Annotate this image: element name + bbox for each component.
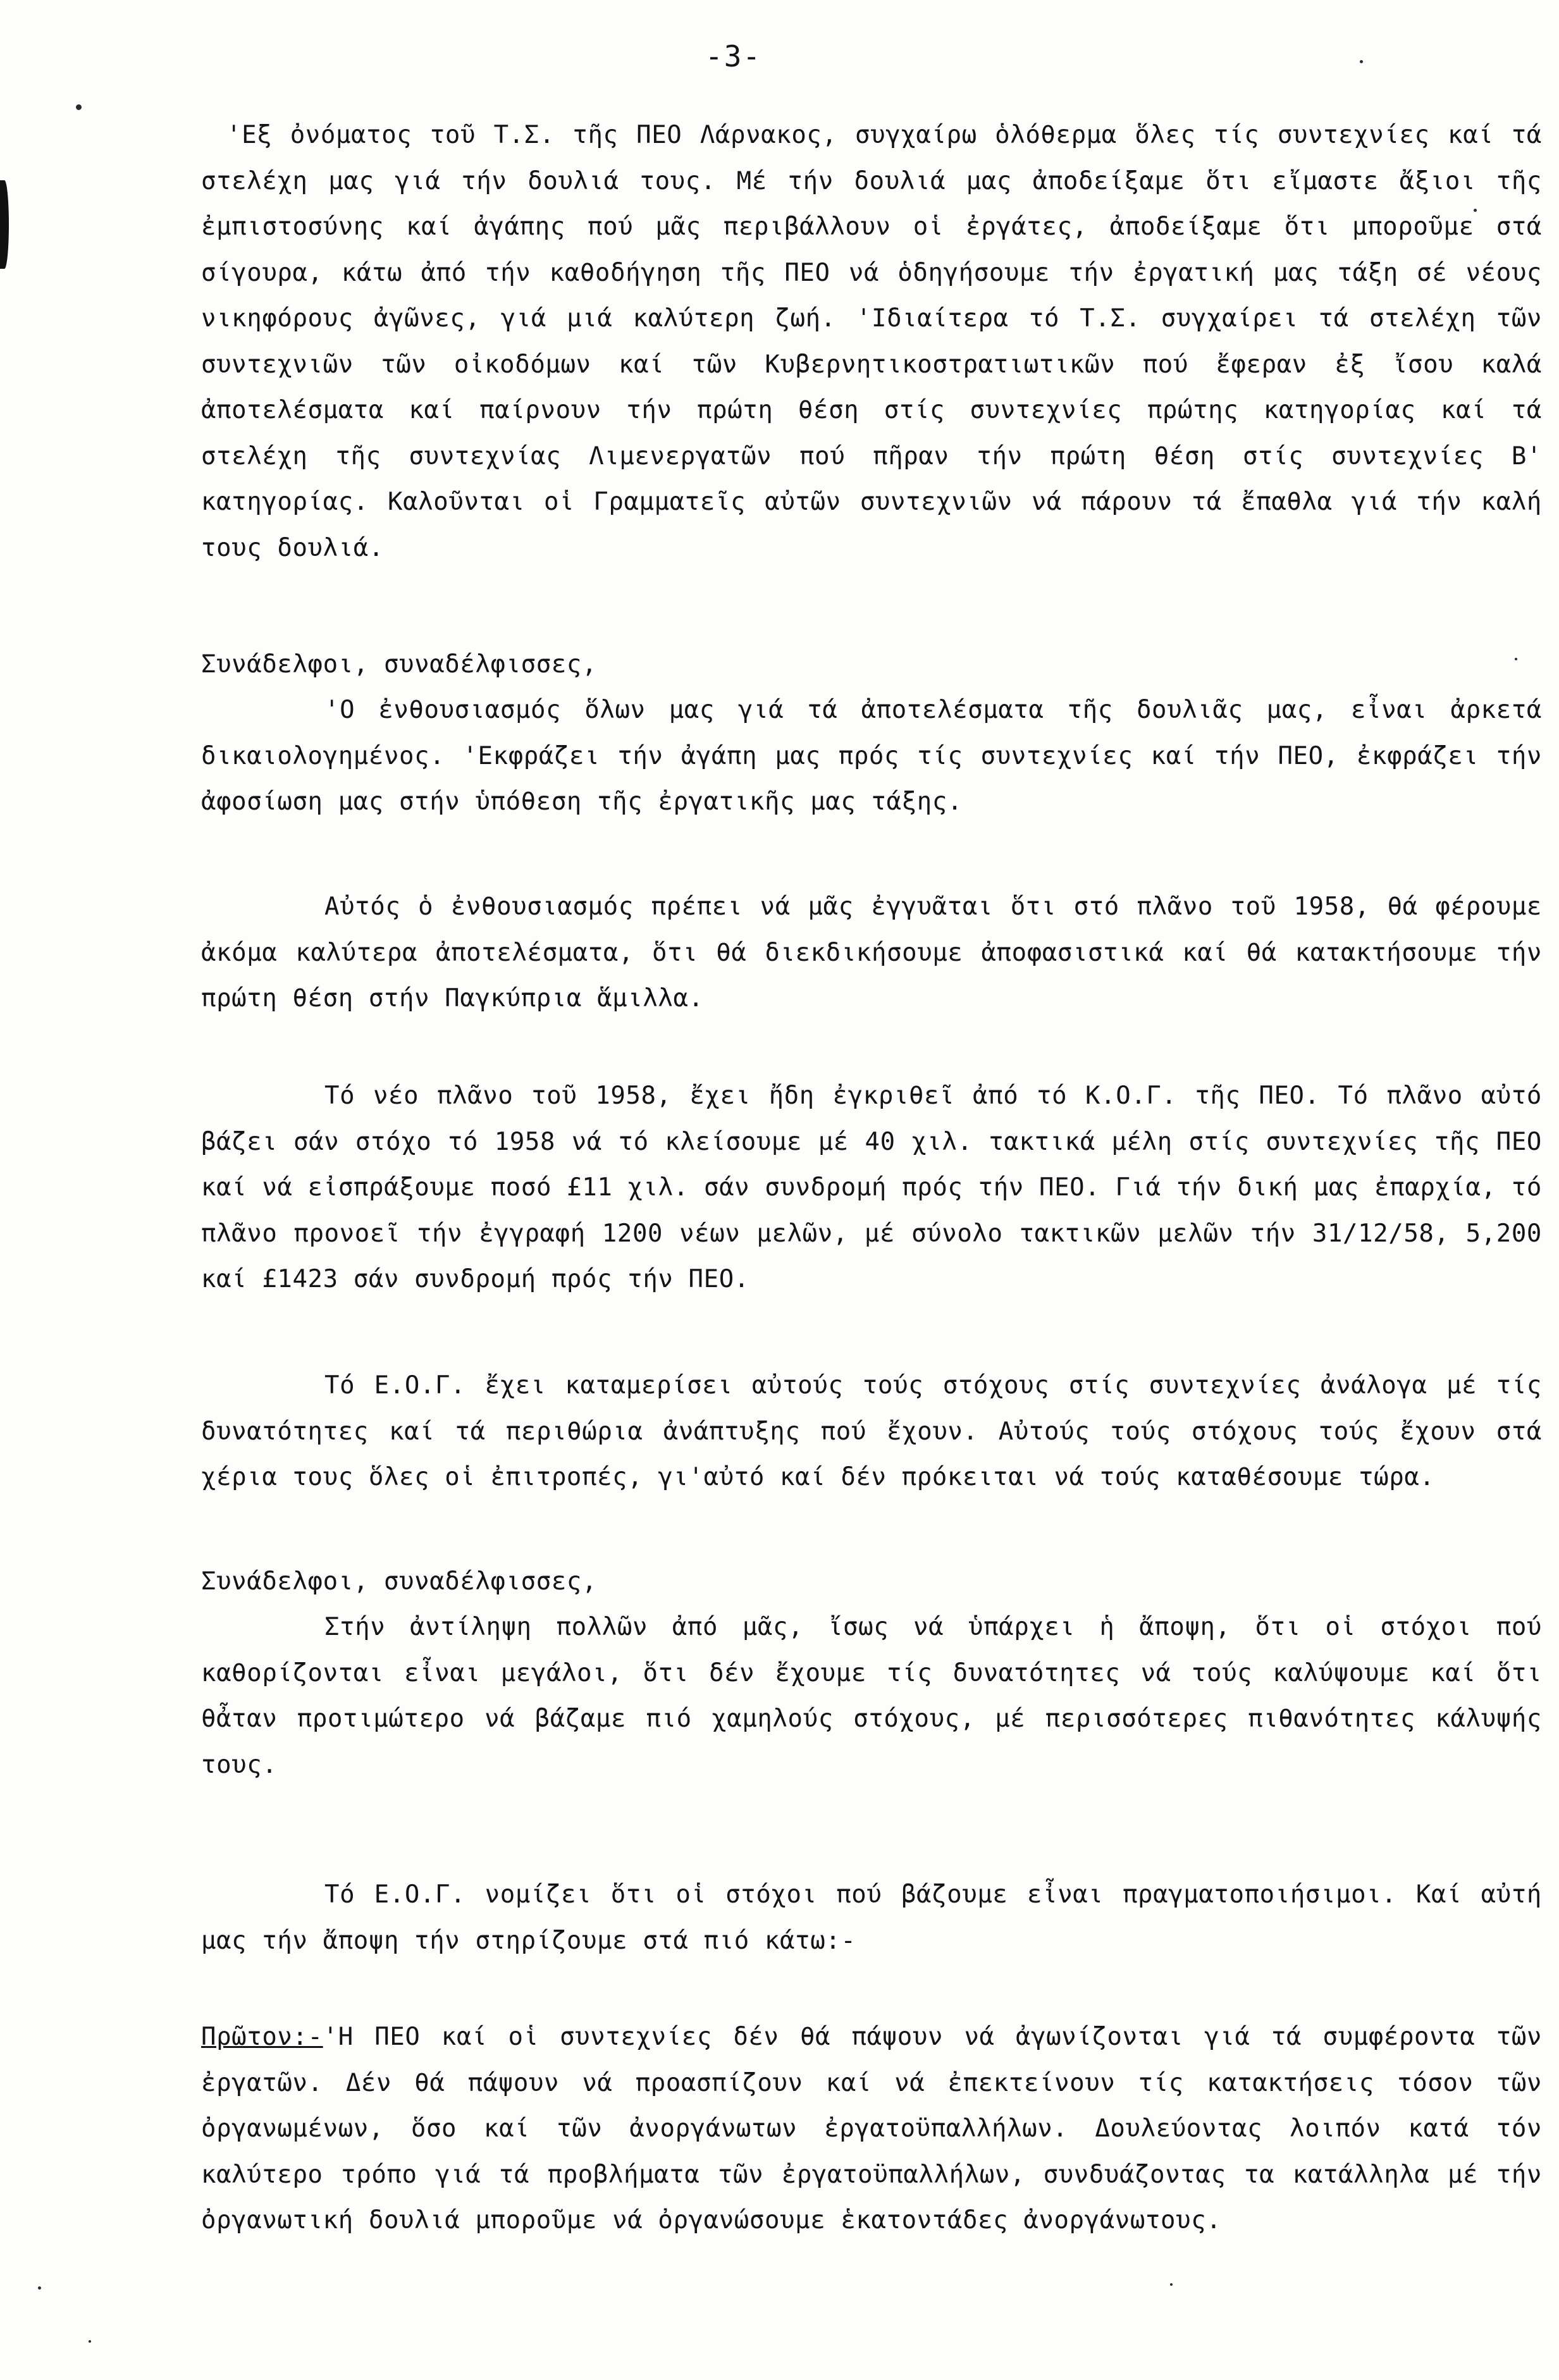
point-label: Πρῶτον:- [201,2023,323,2051]
paragraph-text: Τό νέο πλᾶνο τοῦ 1958, ἔχει ἤδη ἐγκριθεῖ ἀπό τό Κ.Ο.Γ. τῆς ΠΕΟ. Τό πλᾶνο αὐτό βάζει σάν στόχο τό 1958 νά τό κλείσουμε μέ 40 χιλ. τακτικά μέλη στίς συντεχνίες τῆς ΠΕΟ καί νά εἰσπράξουμε ποσό £11 χιλ. σάν συνδρομή πρός τήν ΠΕΟ. Γιά τήν δική μας ἐπαρχία, τό πλᾶνο προνοεῖ τήν ἐγγραφή 1200 νέων μελῶν, μέ σύνολο τακτικῶν μελῶν τήν 31/12/58, 5,200 καί £1423 σάν συνδρομή πρός τήν ΠΕΟ. [201,1082,1542,1293]
paragraph-perception [201,1605,1542,1788]
paragraph-enthusiasm [201,687,1542,825]
paragraph-new-plan [201,1073,1542,1303]
paragraph-congratulations [201,113,1542,571]
paragraph-first-point [201,2014,1542,2244]
paragraph-text: Στήν ἀντίληψη πολλῶν ἀπό μᾶς, ἴσως νά ὑπάρχει ἡ ἄποψη, ὅτι οἱ στόχοι πού καθορίζονται εἶναι μεγάλοι, ὅτι δέν ἔχουμε τίς δυνατότητες νά τούς καλύψουμε καί ὅτι θἆταν προτιμώτερο νά βάζαμε πιό χαμηλούς στόχους, μέ περισσότερες πιθανότητες κάλυψής τους. [201,1613,1542,1779]
scan-speck [76,104,82,110]
paragraph-text: 'Ο ἐνθουσιασμός ὅλων μας γιά τά ἀποτελέσματα τῆς δουλιᾶς μας, εἶναι ἀρκετά δικαιολογημένος. 'Εκφράζει τήν ἀγάπη μας πρός τίς συντεχνίες καί τήν ΠΕΟ, ἐκφράζει τήν ἀφοσίωση μας στήν ὑπόθεση τῆς ἐργατικῆς μας τάξης. [201,696,1542,816]
page-number: -3- [705,39,762,73]
scan-speck [1170,2283,1173,2286]
salutation-1 [201,642,1542,688]
binding-mark [0,180,9,269]
paragraph-text: Αὐτός ὁ ἐνθουσιασμός πρέπει νά μᾶς ἐγγυᾶται ὅτι στό πλᾶνο τοῦ 1958, θά φέρουμε ἀκόμα καλύτερα ἀποτελέσματα, ὅτι θά διεκδικήσουμε ἀποφασιστικά καί θά κατακτήσουμε τήν πρώτη θέση στήν Παγκύπρια ἅμιλλα. [201,892,1542,1013]
paragraph-text: Τό Ε.Ο.Γ. ἔχει καταμερίσει αὐτούς τούς στόχους στίς συντεχνίες ἀνάλογα μέ τίς δυνατότητες καί τά περιθώρια ἀνάπτυξης πού ἔχουν. Αὐτούς τούς στόχους τούς ἔχουν στά χέρια τους ὅλες οἱ ἐπιτροπές, γι'αὐτό καί δέν πρόκειται νά τούς καταθέσουμε τώρα. [201,1371,1542,1491]
scan-speck [89,2340,91,2343]
salutation-text: Συνάδελφοι, συναδέλφισσες, [201,650,598,679]
salutation-text: Συνάδελφοι, συναδέλφισσες, [201,1567,598,1596]
scan-speck [38,2286,41,2290]
scan-speck [1360,60,1363,63]
paragraph-text: 'Εξ ὀνόματος τοῦ Τ.Σ. τῆς ΠΕΟ Λάρνακος, συγχαίρω ὁλόθερμα ὅλες τίς συντεχνίες καί τά στελέχη μας γιά τήν δουλιά τους. Μέ τήν δουλιά μας ἀποδείξαμε ὅτι εἴμαστε ἄξιοι τῆς ἐμπιστοσύνης καί ἀγάπης πού μᾶς περιβάλλουν οἱ ἐργάτες, ἀποδείξαμε ὅτι μποροῦμε στά σίγουρα, κάτω ἀπό τήν καθοδήγηση τῆς ΠΕΟ νά ὁδηγήσουμε τήν ἐργατική μας τάξη σέ νέους νικηφόρους ἀγῶνες, γιά μιά καλύτερη ζωή. 'Ιδιαίτερα τό Τ.Σ. συγχαίρει τά στελέχη τῶν συντεχνιῶν τῶν οἰκοδόμων καί τῶν Κυβερνητικοστρατιωτικῶν πού ἔφεραν ἐξ ἴσου καλά ἀποτελέσματα καί παίρνουν τήν πρώτη θέση στίς συντεχνίες πρώτης κατηγορίας καί τά στελέχη τῆς συντεχνίας Λιμενεργατῶν πού πῆραν τήν πρώτη θέση στίς συντεχνίες Β' κατηγορίας. Καλοῦνται οἱ Γραμματεῖς αὐτῶν συντεχνιῶν νά πάρουν τά ἔπαθλα γιά τήν καλή τους δουλιά. [201,121,1542,562]
paragraph-plan-1958 [201,884,1542,1022]
paragraph-text: Τό Ε.Ο.Γ. νομίζει ὅτι οἱ στόχοι πού βάζουμε εἶναι πραγματοποιήσιμοι. Καί αὐτή μας τήν ἄποψη τήν στηρίζουμε στά πιό κάτω:- [201,1880,1542,1955]
scan-speck [1474,209,1477,212]
point-text: 'Η ΠΕΟ καί οἱ συντεχνίες δέν θά πάψουν νά ἀγωνίζονται γιά τά συμφέροντα τῶν ἐργατῶν. Δέν θά πάψουν νά προασπίζουν καί νά ἐπεκτείνουν τίς κατακτήσεις τόσον τῶν ὀργανωμένων, ὅσο καί τῶν ἀνοργάνωτων ἐργατοϋπαλλήλων. Δουλεύοντας λοιπόν κατά τόν καλύτερο τρόπο γιά τά προβλήματα τῶν ἐργατοϋπαλλήλων, συνδυάζοντας τα κατάλληλα μέ τήν ὀργανωτική δουλιά μποροῦμε νά ὀργανώσουμε ἑκατοντάδες ἀνοργάνωτους. [201,2023,1542,2235]
paragraph-targets [201,1363,1542,1501]
scan-speck [1515,658,1517,660]
paragraph-text [201,2014,1542,2244]
paragraph-achievable [201,1872,1542,1964]
salutation-2 [201,1559,1542,1605]
